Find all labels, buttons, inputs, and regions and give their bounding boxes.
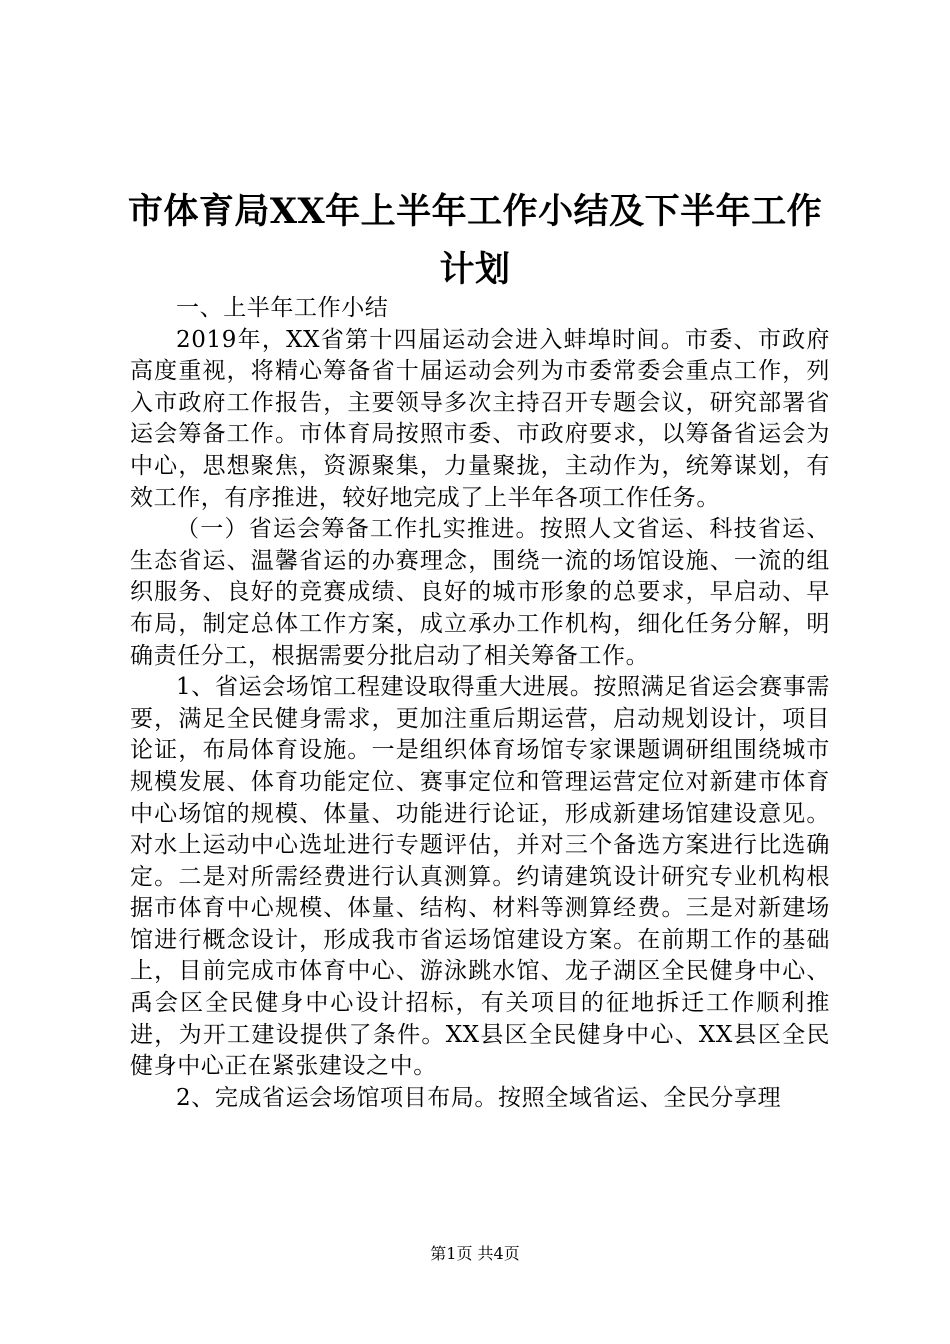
paragraph: 1、省运会场馆工程建设取得重大进展。按照满足省运会赛事需要，满足全民健身需求，更加注重后期运营，启动规划设计，项目论证，布局体育设施。一是组织体育场馆专家课题调研组围绕城市规模发展、体育功能定位、赛事定位和管理运营定位对新建市体育中心场馆的规模、体量、功能进行论证，形成新建场馆建设意见。对水上运动中心选址进行专题评估，并对三个备选方案进行比选确定。二是对所需经费进行认真测算。约请建筑设计研究专业机构根据市体育中心规模、体量、结构、材料等测算经费。三是对新建场馆进行概念设计，形成我市省运场馆建设方案。在前期工作的基础上，目前完成市体育中心、游泳跳水馆、龙子湖区全民健身中心、禹会区全民健身中心设计招标，有关项目的征地拆迁工作顺利推进，为开工建设提供了条件。XX县区全民健身中心、XX县区全民健身中心正在紧张建设之中。 xyxy=(130,674,830,1080)
paragraph: 2、完成省运会场馆项目布局。按照全域省运、全民分享理 xyxy=(176,1084,782,1111)
page-number: 第1页 共4页 xyxy=(430,1244,520,1263)
document-title: 市体育局XX年上半年工作小结及下半年工作计划 xyxy=(127,191,823,290)
paragraph: 2019年，XX省第十四届运动会进入蚌埠时间。市委、市政府高度重视，将精心筹备省十届运动会列为市委常委会重点工作，列入市政府工作报告，主要领导多次主持召开专题会议，研究部署省运会筹备工作。市体育局按照市委、市政府要求，以筹备省运会为中心，思想聚焦，资源聚集，力量聚拢，主动作为，统筹谋划，有效工作，有序推进，较好地完成了上半年各项工作任务。 xyxy=(130,326,830,511)
document-body xyxy=(130,293,830,1114)
paragraph: （一）省运会筹备工作扎实推进。按照人文省运、科技省运、生态省运、温馨省运的办赛理念，围绕一流的场馆设施、一流的组织服务、良好的竞赛成绩、良好的城市形象的总要求，早启动、早布局，制定总体工作方案，成立承办工作机构，细化任务分解，明确责任分工，根据需要分批启动了相关筹备工作。 xyxy=(130,516,830,669)
section-heading: 一、上半年工作小结 xyxy=(176,295,389,321)
